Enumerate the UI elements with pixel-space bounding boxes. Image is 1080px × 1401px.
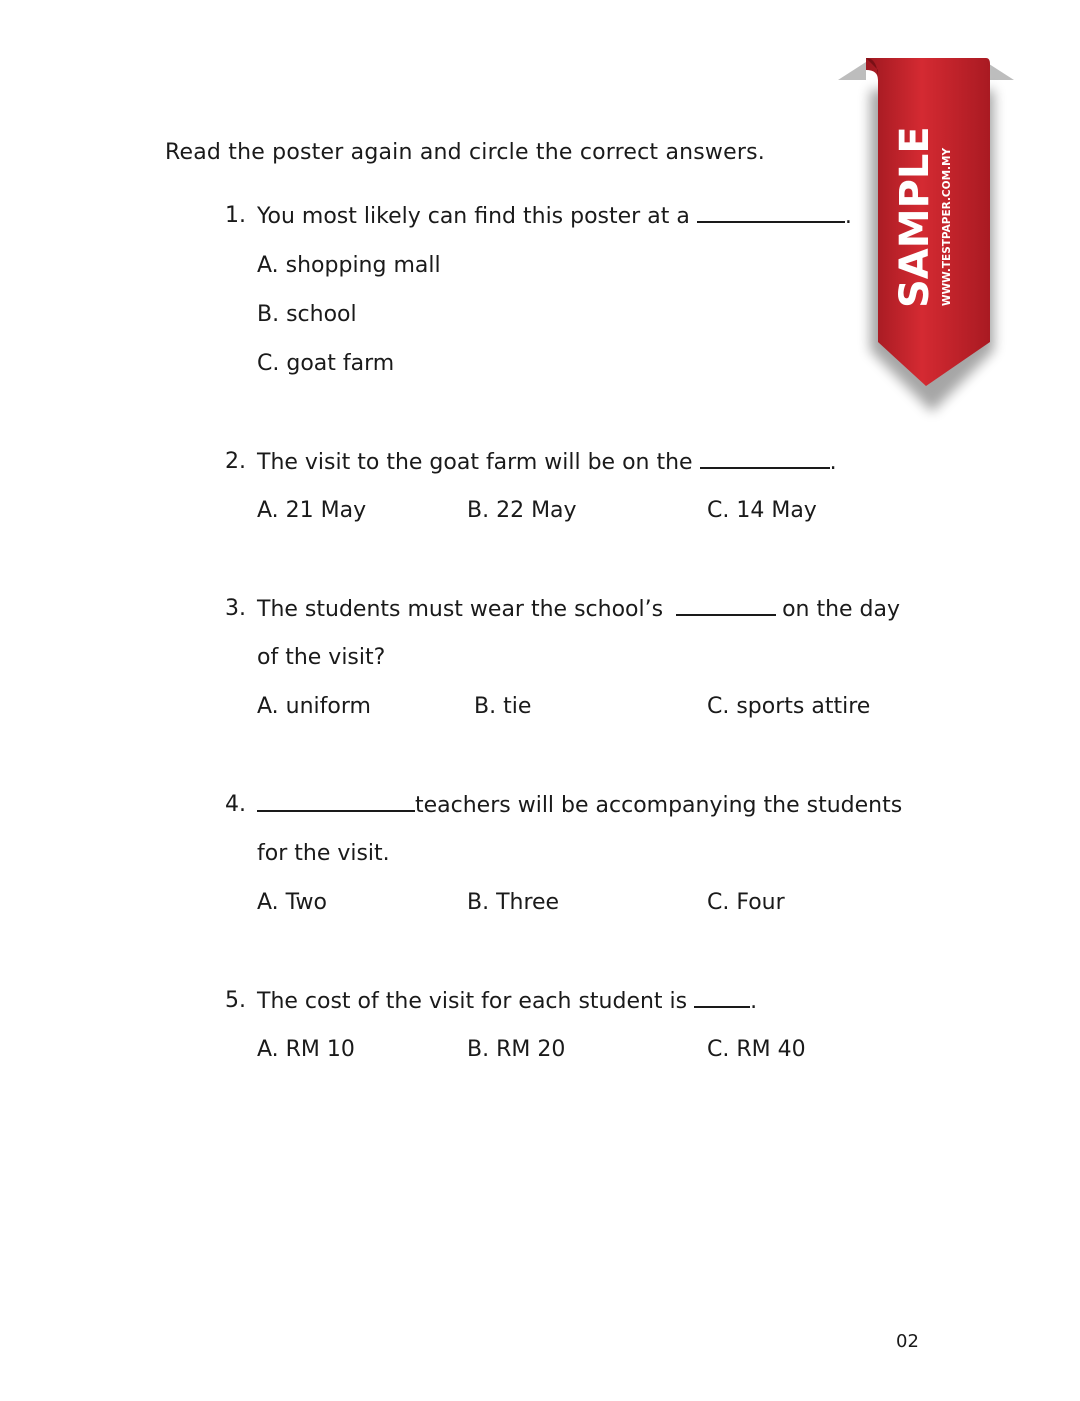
question-text: teachers will be accompanying the students <box>257 792 902 818</box>
sample-ribbon-watermark <box>836 50 1016 430</box>
answer-blank <box>697 203 845 223</box>
question-text: The cost of the visit for each student is . <box>257 989 758 1014</box>
option-3a[interactable]: A. uniform <box>257 694 371 719</box>
option-4b[interactable]: B. Three <box>467 890 560 915</box>
answer-blank <box>700 449 830 469</box>
question-text: The visit to the goat farm will be on the . <box>257 450 837 475</box>
ribbon-fold-right <box>986 62 1014 80</box>
question-text: The students must wear the school’s on the day <box>257 597 901 622</box>
ribbon-sub-text: WWW.TESTPAPER.COM.MY <box>941 147 953 306</box>
instruction-text: Read the poster again and circle the correct answers. <box>165 140 765 165</box>
option-4c[interactable]: C. Four <box>707 890 785 915</box>
option-4a[interactable]: A. Two <box>257 890 327 915</box>
answer-blank <box>257 792 415 812</box>
option-3c[interactable]: C. sports attire <box>707 694 871 719</box>
option-1c[interactable]: C. goat farm <box>257 351 395 376</box>
option-2b[interactable]: B. 22 May <box>467 498 577 523</box>
question-number: 5. <box>225 988 246 1013</box>
question-number: 2. <box>225 449 246 474</box>
option-5b[interactable]: B. RM 20 <box>467 1037 566 1062</box>
ribbon-main-text: SAMPLE <box>892 126 938 308</box>
question-3-line2: of the visit? <box>257 645 386 670</box>
option-2c[interactable]: C. 14 May <box>707 498 817 523</box>
question-text: You most likely can find this poster at a . <box>257 204 852 229</box>
question-number: 1. <box>225 203 246 228</box>
answer-blank <box>676 596 776 616</box>
question-number: 3. <box>225 596 246 621</box>
option-2a[interactable]: A. 21 May <box>257 498 367 523</box>
option-1a[interactable]: A. shopping mall <box>257 253 441 278</box>
option-3b[interactable]: B. tie <box>474 694 532 719</box>
question-4-line2: for the visit. <box>257 841 390 866</box>
option-5c[interactable]: C. RM 40 <box>707 1037 806 1062</box>
page-number: 02 <box>896 1331 919 1352</box>
option-1b[interactable]: B. school <box>257 302 357 327</box>
question-number: 4. <box>225 792 246 817</box>
answer-blank <box>694 988 750 1008</box>
ribbon-fold-left <box>838 62 866 80</box>
option-5a[interactable]: A. RM 10 <box>257 1037 355 1062</box>
